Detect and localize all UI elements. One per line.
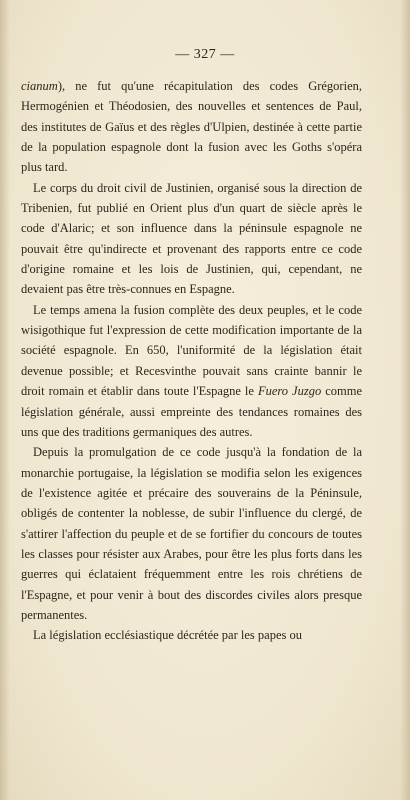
page-edge-left [0,0,10,800]
paragraph-5 [21,625,362,645]
paragraph-text: Depuis la promulgation de ce code jusqu'à la fondation de la monarchie portugaise, la législation se modifia selon les exigences de l'existence agitée et précaire des souverains de la Péninsule, obligés de contenter la noblesse, de subir l'influence du clergé, de s'attirer l'affection du peuple et de se fortifier du concours de toutes les classes pour résister aux Arabes, pour être les plus forts dans les guerres qui éclataient fréquemment entre les rois chrétiens de l'Espagne, et pour venir à bout des discordes civiles alors presque permanentes. [21,445,362,622]
body-text [21,76,362,646]
paragraph-text: comme législation générale, aussi empreinte des tendances romaines des uns que des traditions germaniques des autres. [21,384,362,439]
paragraph-3 [21,300,362,442]
paragraph-text: Le corps du droit civil de Justinien, organisé sous la direction de Tribenien, fut publié en Orient plus d'un quart de siècle après le code d'Alaric; et son influence dans la péninsule espagnole ne pouvait être qu'indirecte et provenant des rapports entre ce code d'origine romaine et les lois de Justinien, qui, cependant, ne devaient pas être très-connues en Espagne. [21,180,362,297]
italic-title: Fuero Juzgo [257,384,322,399]
italic-word: cianum [21,79,58,93]
paragraph-1 [21,76,362,178]
paragraph-text: Le temps amena la fusion complète des deux peuples, et le code wisigothique fut l'expression de cette modification importante de la société espagnole. En 650, l'uniformité de la législation était devenue possible; et Recesvinthe pouvait sans crainte bannir le droit romain et établir dans toute l'Espagne le [21,302,362,399]
page-edge-right [400,0,410,800]
paragraph-2 [21,178,362,300]
paragraph-text: ), ne fut qu'une récapitulation des codes Grégorien, Hermogénien et Théodosien, des nouvelles et sentences de Paul, des institutes de Gaïus et des règles d'Ulpien, destinée à cette partie de la population espagnole dont la fusion avec les Goths s'opéra plus tard. [21,79,362,175]
paragraph-text: La législation ecclésiastique décrétée par les papes ou [33,628,302,643]
page-number: — 327 — [175,47,235,62]
paragraph-4 [21,442,362,625]
